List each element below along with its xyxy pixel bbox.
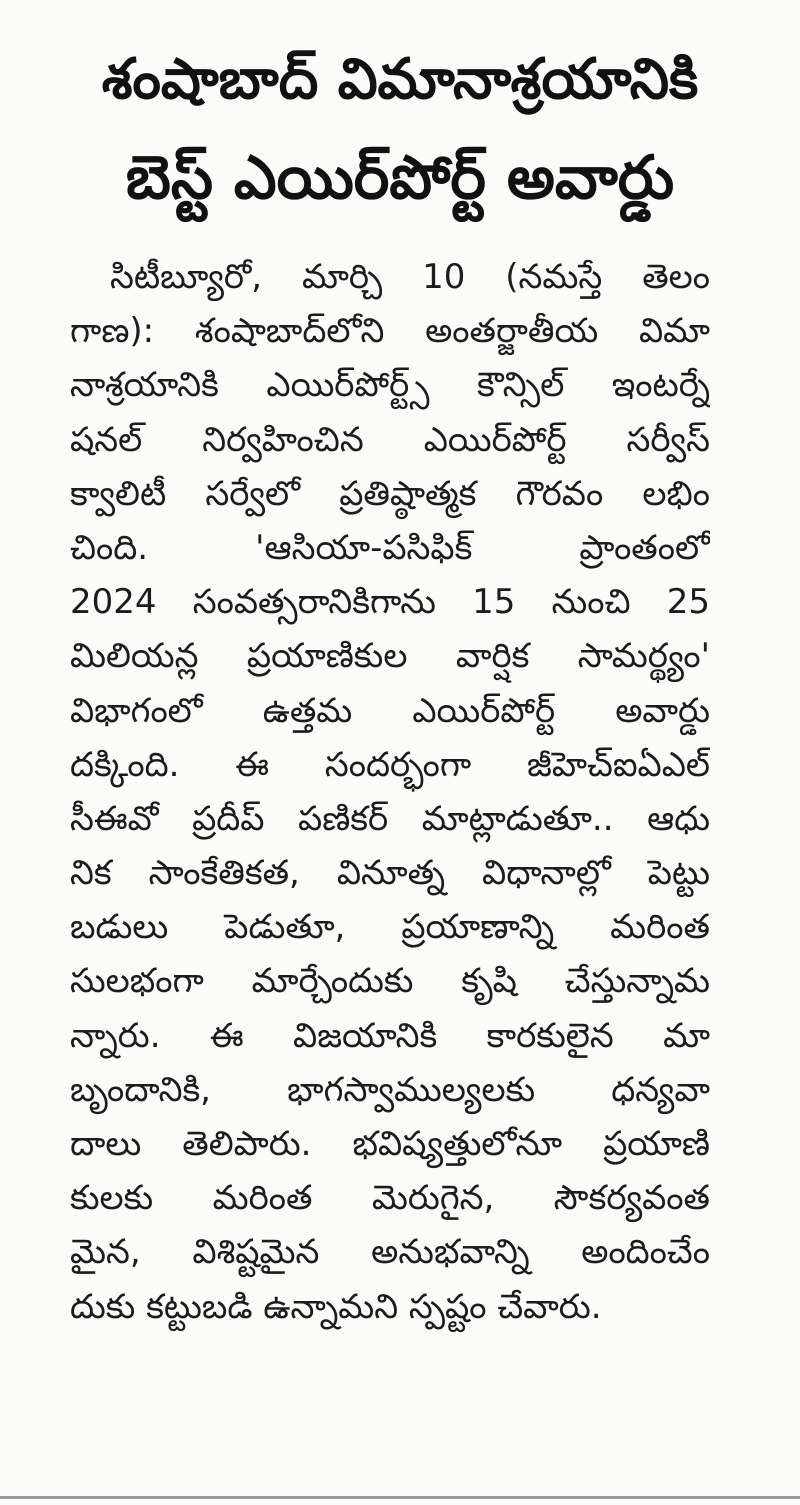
article-line: బడులు పెడుతూ, ప్రయాణాన్ని మరింత <box>70 907 710 948</box>
article-line: సిటీబ్యూరో, మార్చి 10 (నమస్తే తెలం <box>110 257 710 297</box>
article-line: దాలు తెలిపారు. భవిష్యత్తులోనూ ప్రయాణి <box>70 1124 710 1164</box>
article-line: సీఈవో ప్రదీప్‌ పణికర్‌ మాట్లాడుతూ.. ఆధు <box>70 798 710 839</box>
article-line: సులభంగా మార్చేందుకు కృషి చేస్తున్నామ <box>70 961 710 1002</box>
article-line: న్నారు. ఈ విజయానికి కారకులైన మా <box>70 1015 710 1056</box>
headline-line-2: బెస్ట్‌ ఎయిర్‌పోర్ట్‌ అవార్డు <box>125 143 675 213</box>
article-line: దక్కింది. ఈ సందర్భంగా జీహెచ్‌ఐఏఎల్‌ <box>70 744 710 785</box>
article-line: మైన, విశిష్టమైన అనుభవాన్ని అందించేం <box>70 1232 710 1273</box>
article-line: బృందానికి, భాగస్వాముల్యలకు ధన్యవా <box>70 1069 710 1110</box>
article-line: చింది. 'ఆసియా-పసిఫిక్‌ ప్రాంతంలో <box>70 527 710 568</box>
article-line: క్వాలిటీ సర్వేలో ప్రతిష్ఠాత్మక గౌరవం లభిం <box>70 473 710 514</box>
article-line: విభాగంలో ఉత్తమ ఎయిర్‌పోర్ట్‌ అవార్డు <box>70 690 710 731</box>
article-line: నాశ్రయానికి ఎయిర్‌పోర్ట్స్‌ కౌన్సిల్‌ ఇంటర్నే <box>70 365 710 406</box>
article-line: కులకు మరింత మెరుగైన, సౌకర్యవంత <box>70 1178 710 1219</box>
article-line: 2024 సంవత్సరానికిగాను 15 నుంచి 25 <box>70 582 710 623</box>
article-line: గాణ): శంషాబాద్‌లోని అంతర్జాతీయ విమా <box>70 311 710 352</box>
bottom-divider <box>0 1496 800 1499</box>
article-line: మిలియన్ల ప్రయాణికుల వార్షిక సామర్థ్యం' <box>70 636 710 677</box>
article-line: నిక సాంకేతికత, వినూత్న విధానాల్లో పెట్టు <box>70 853 710 894</box>
article-line: షనల్‌ నిర్వహించిన ఎయిర్‌పోర్ట్‌ సర్వీస్‌ <box>70 419 710 460</box>
article-body <box>70 250 710 1334</box>
headline-line-1: శంషాబాద్‌ విమానాశ్రయానికి <box>101 47 699 112</box>
article-line: దుకు కట్టుబడి ఉన్నామని స్పష్టం చేవారు. <box>70 1286 602 1327</box>
